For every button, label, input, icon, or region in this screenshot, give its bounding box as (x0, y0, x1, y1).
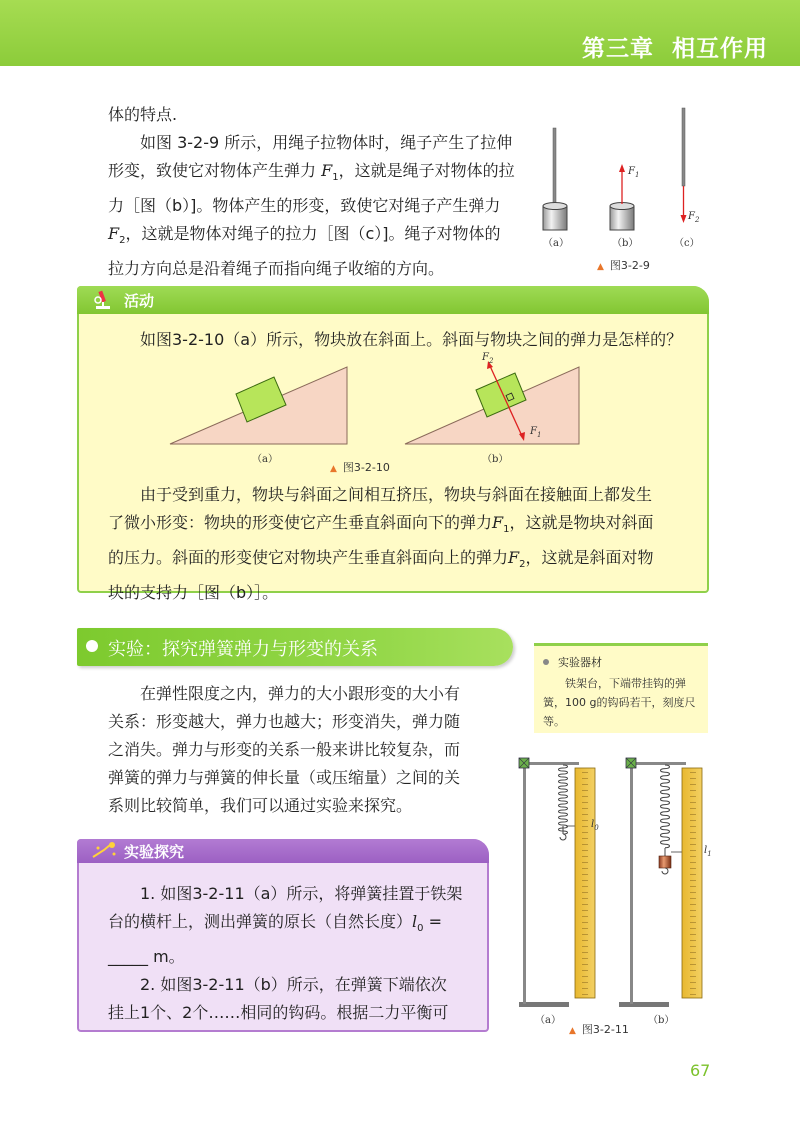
incline-a (170, 367, 347, 444)
experiment-line: 之消失。弹力与形变的关系一般来讲比较复杂，而 (108, 740, 461, 759)
fig-label-c: （c） (674, 238, 700, 249)
chapter-number: 第三章 (581, 36, 654, 62)
answer-line: 的压力。斜面的形变使它对物块产生垂直斜面向上的弹力$F_2$，这就是斜面对物 (108, 548, 654, 571)
experiment-line: 系则比较简单，我们可以通过实验来探究。 (108, 796, 413, 815)
figure-caption-3-2-9: ▲ 图3-2-9 (597, 259, 650, 272)
figure-3-2-11 (510, 748, 720, 1010)
intro-line: $F_2$，这就是物体对绳子的拉力［图（c）]。绳子对物体的 (108, 224, 501, 247)
experiment-line: 在弹性限度之内，弹力的大小跟形变的大小有 (140, 684, 461, 703)
figure-3-2-9 (530, 100, 710, 250)
experiment-heading: 实验：探究弹簧弹力与形变的关系 (108, 639, 378, 660)
inquiry-line: 挂上1个、2个……相同的钩码。根据二力平衡可 (108, 1003, 449, 1023)
chapter-header-bar (0, 0, 800, 66)
bullet-dot-icon (543, 659, 549, 665)
triangle-icon: ▲ (597, 262, 604, 272)
figure-caption-3-2-10: ▲ 图3-2-10 (330, 461, 390, 474)
triangle-icon: ▲ (569, 1026, 576, 1036)
chapter-name: 相互作用 (672, 36, 768, 62)
force-label-f2: $F_2$ (688, 211, 700, 224)
bullet-dot-icon (86, 640, 98, 652)
experiment-line: 弹簧的弹力与弹簧的伸长量（或压缩量）之间的关 (108, 768, 461, 787)
inquiry-line: _____ m。 (108, 947, 185, 967)
intro-line: 如图 3-2-9 所示，用绳子拉物体时，绳子产生了拉伸 (140, 133, 513, 152)
inquiry-line: 1. 如图3-2-11（a）所示，将弹簧挂置于铁架 (140, 884, 463, 903)
figure-3-2-10 (160, 356, 600, 456)
rope-with-force-c (681, 108, 687, 223)
experiment-paragraph (108, 680, 508, 820)
intro-paragraph (108, 101, 528, 283)
length-label-l1: $l_1$ (704, 845, 712, 858)
page-number: 67 (690, 1061, 711, 1080)
fig-label-b: （b） (648, 1015, 675, 1026)
fig-label-b: （b） (612, 238, 639, 249)
inquiry-title: 实验探究 (124, 843, 185, 861)
inquiry-line: 台的横杆上，测出弹簧的原长（自然长度）$l_0$ = (108, 912, 443, 935)
triangle-icon: ▲ (330, 464, 337, 474)
intro-line: 拉力方向总是沿着绳子而指向绳子收缩的方向。 (108, 259, 445, 279)
length-label-l0: $l_0$ (591, 819, 599, 832)
activity-title-bar (77, 286, 709, 314)
fig-label-a: （a） (535, 1015, 561, 1026)
experiment-line: 关系：形变越大，弹力也越大；形变消失，弹力随 (108, 712, 461, 731)
intro-line: 力［图（b）]。物体产生的形变，致使它对绳子产生弹力 (108, 196, 501, 216)
stand-a (519, 758, 595, 1007)
activity-title: 活动 (124, 292, 155, 310)
incline-b (405, 361, 579, 444)
microscope-icon (89, 288, 115, 312)
fig-label-a: （a） (252, 454, 278, 465)
force-label-f1: $F_1$ (628, 166, 640, 179)
force-label-f1: $F_1$ (530, 426, 542, 439)
hanging-weight-a (543, 128, 567, 230)
equipment-text: 铁架台，下端带挂钩的弹簧，100 g的钩码若干，刻度尺等。 (543, 677, 696, 728)
answer-line: 由于受到重力，物块与斜面之间相互挤压，物块与斜面在接触面上都发生 (140, 485, 653, 504)
force-label-f2: $F_2$ (482, 352, 494, 365)
fig-label-b: （b） (482, 454, 509, 465)
inquiry-line: 2. 如图3-2-11（b）所示，在弹簧下端依次 (140, 975, 447, 995)
equipment-title: 实验器材 (558, 656, 602, 669)
fig-label-a: （a） (543, 238, 569, 249)
intro-line: 形变，致使它对物体产生弹力 $F_1$，这就是绳子对物体的拉 (108, 161, 515, 184)
activity-question: 如图3-2-10（a）所示，物块放在斜面上。斜面与物块之间的弹力是怎样的？ (140, 330, 683, 349)
stand-b (619, 758, 702, 1007)
figure-caption-3-2-11: ▲ 图3-2-11 (569, 1023, 629, 1036)
chapter-title (582, 30, 768, 63)
inquiry-text (108, 880, 478, 1027)
answer-line: 了微小形变：物块的形变使它产生垂直斜面向下的弹力$F_1$，这就是物块对斜面 (108, 513, 654, 536)
activity-answer (108, 481, 698, 607)
answer-line: 块的支持力［图（b）］。 (108, 583, 279, 603)
intro-line: 体的特点. (108, 105, 178, 124)
sparkle-icon (90, 840, 120, 862)
